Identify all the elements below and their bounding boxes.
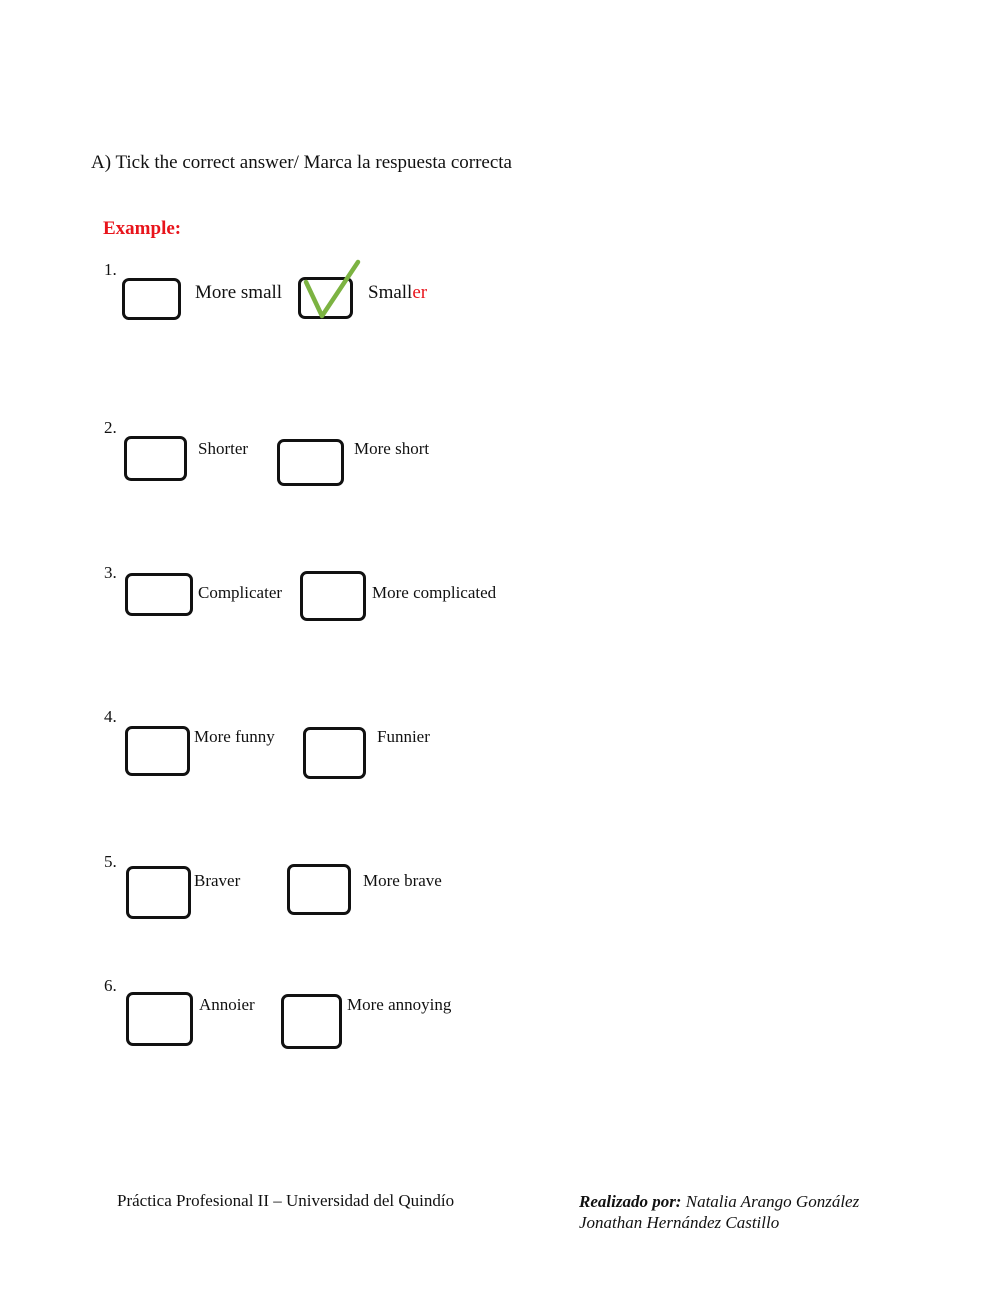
q2-option-b-checkbox[interactable] [277,439,344,486]
question-number: 2. [104,418,117,437]
q2-option-a-checkbox[interactable] [124,436,187,481]
option-b-suffix: er [412,282,428,303]
option-b-base: Small [368,282,413,303]
example-option-b-label [368,282,427,304]
footer-credits [579,1191,859,1233]
q5-option-b-checkbox[interactable] [287,864,351,915]
q3-option-a-label: Complicater [198,583,283,602]
q4-option-b-label: Funnier [377,727,430,746]
q4-option-a-label: More funny [194,727,275,746]
q2-option-b-label: More short [354,439,430,458]
q2-option-a-label: Shorter [198,439,249,458]
q6-option-b-label: More annoying [347,995,452,1014]
q4-option-a-checkbox[interactable] [125,726,190,776]
q3-option-b-label: More complicated [372,583,497,602]
question-number: 3. [104,563,117,582]
credit-label: Realizado por: [579,1192,682,1211]
example-option-a-checkbox[interactable] [122,278,181,320]
q6-option-a-checkbox[interactable] [126,992,193,1046]
q6-option-a-label: Annoier [199,995,255,1014]
author-1: Natalia Arango González [685,1192,860,1211]
q5-option-a-checkbox[interactable] [126,866,191,919]
question-number: 6. [104,976,117,995]
q5-option-b-label: More brave [363,871,442,890]
q3-option-a-checkbox[interactable] [125,573,193,616]
author-2: Jonathan Hernández Castillo [579,1213,780,1232]
example-option-a-label: More small [195,282,283,303]
example-label: Example: [103,218,182,239]
question-number: 4. [104,707,117,726]
q6-option-b-checkbox[interactable] [281,994,342,1049]
footer-course: Práctica Profesional II – Universidad del Quindío [117,1191,455,1210]
q5-option-a-label: Braver [194,871,241,890]
question-number: 5. [104,852,117,871]
q3-option-b-checkbox[interactable] [300,571,366,621]
example-option-b-checkbox[interactable] [298,277,353,319]
question-number: 1. [104,260,117,279]
instruction-text: A) Tick the correct answer/ Marca la respuesta correcta [91,152,512,173]
footer-credit-line-1 [579,1191,859,1212]
q4-option-b-checkbox[interactable] [303,727,366,779]
